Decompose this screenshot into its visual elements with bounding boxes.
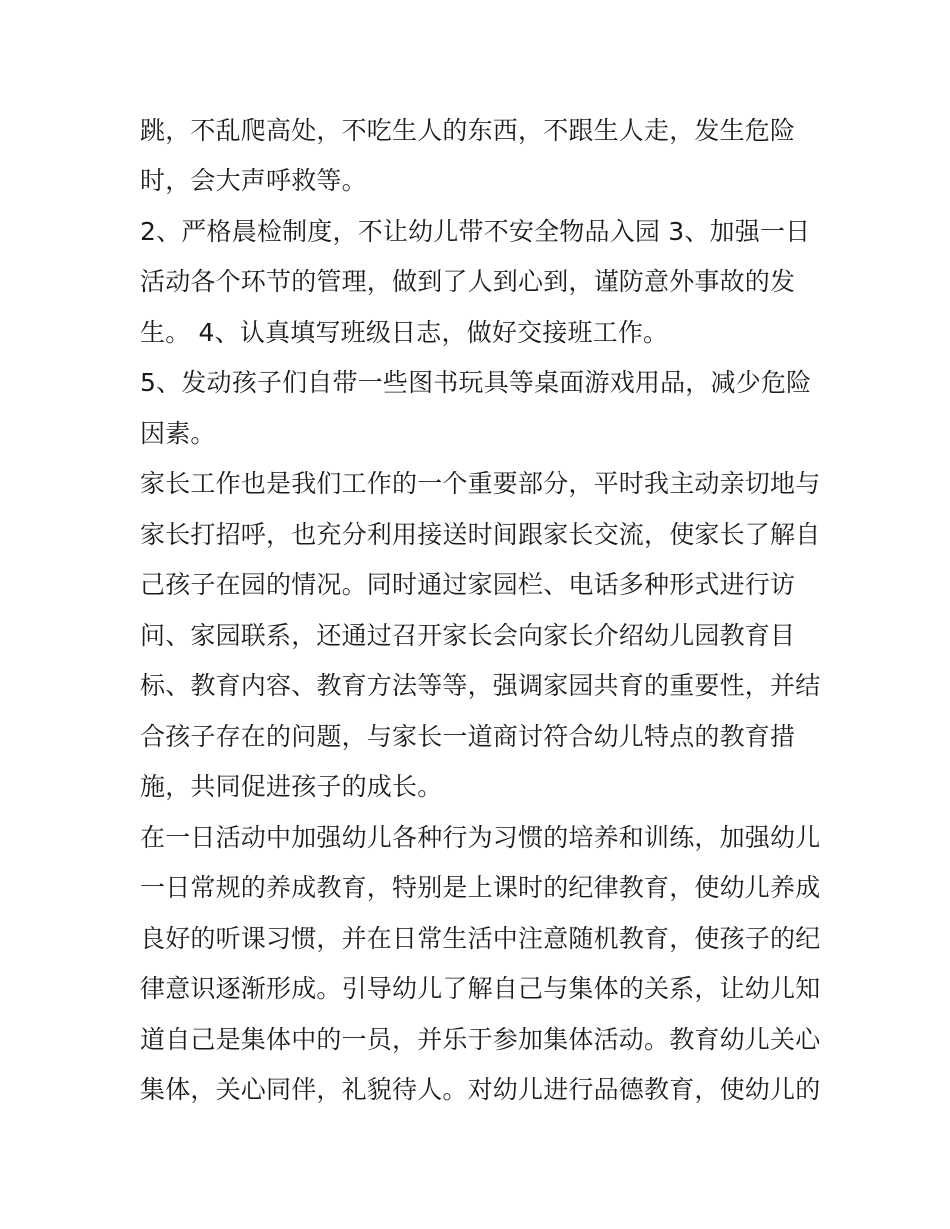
text-line: 因素。 xyxy=(140,419,216,448)
text-line: 合孩子存在的问题，与家长一道商讨符合幼儿特点的教育措 xyxy=(140,722,796,751)
text-line: 施，共同促进孩子的成长。 xyxy=(140,772,443,801)
text-line: 生。 4、认真填写班级日志，做好交接班工作。 xyxy=(140,318,669,347)
text-line: 家长工作也是我们工作的一个重要部分，平时我主动亲切地与 xyxy=(140,469,821,498)
text-line: 道自己是集体中的一员，并乐于参加集体活动。教育幼儿关心 xyxy=(140,1025,821,1054)
text-line: 跳，不乱爬高处，不吃生人的东西，不跟生人走，发生危险 xyxy=(140,116,796,145)
text-line: 标、教育内容、教育方法等等，强调家园共育的重要性，并结 xyxy=(140,671,821,700)
text-line: 在一日活动中加强幼儿各种行为习惯的培养和训练，加强幼儿 xyxy=(140,823,821,852)
text-line: 时，会大声呼救等。 xyxy=(140,166,367,195)
text-line: 一日常规的养成教育，特别是上课时的纪律教育，使幼儿养成 xyxy=(140,873,821,902)
text-line: 集体，关心同伴，礼貌待人。对幼儿进行品德教育，使幼儿的 xyxy=(140,1075,821,1104)
text-line: 家长打招呼，也充分利用接送时间跟家长交流，使家长了解自 xyxy=(140,520,821,549)
text-line: 己孩子在园的情况。同时通过家园栏、电话多种形式进行访 xyxy=(140,570,796,599)
text-line: 律意识逐渐形成。引导幼儿了解自己与集体的关系，让幼儿知 xyxy=(140,974,821,1003)
text-line: 问、家园联系，还通过召开家长会向家长介绍幼儿园教育目 xyxy=(140,621,796,650)
text-line: 5、发动孩子们自带一些图书玩具等桌面游戏用品，减少危险 xyxy=(140,368,812,397)
text-line: 良好的听课习惯，并在日常生活中注意随机教育，使孩子的纪 xyxy=(140,924,821,953)
text-line: 活动各个环节的管理，做到了人到心到，谨防意外事故的发 xyxy=(140,267,796,296)
text-line: 2、严格晨检制度，不让幼儿带不安全物品入园 3、加强一日 xyxy=(140,217,811,246)
